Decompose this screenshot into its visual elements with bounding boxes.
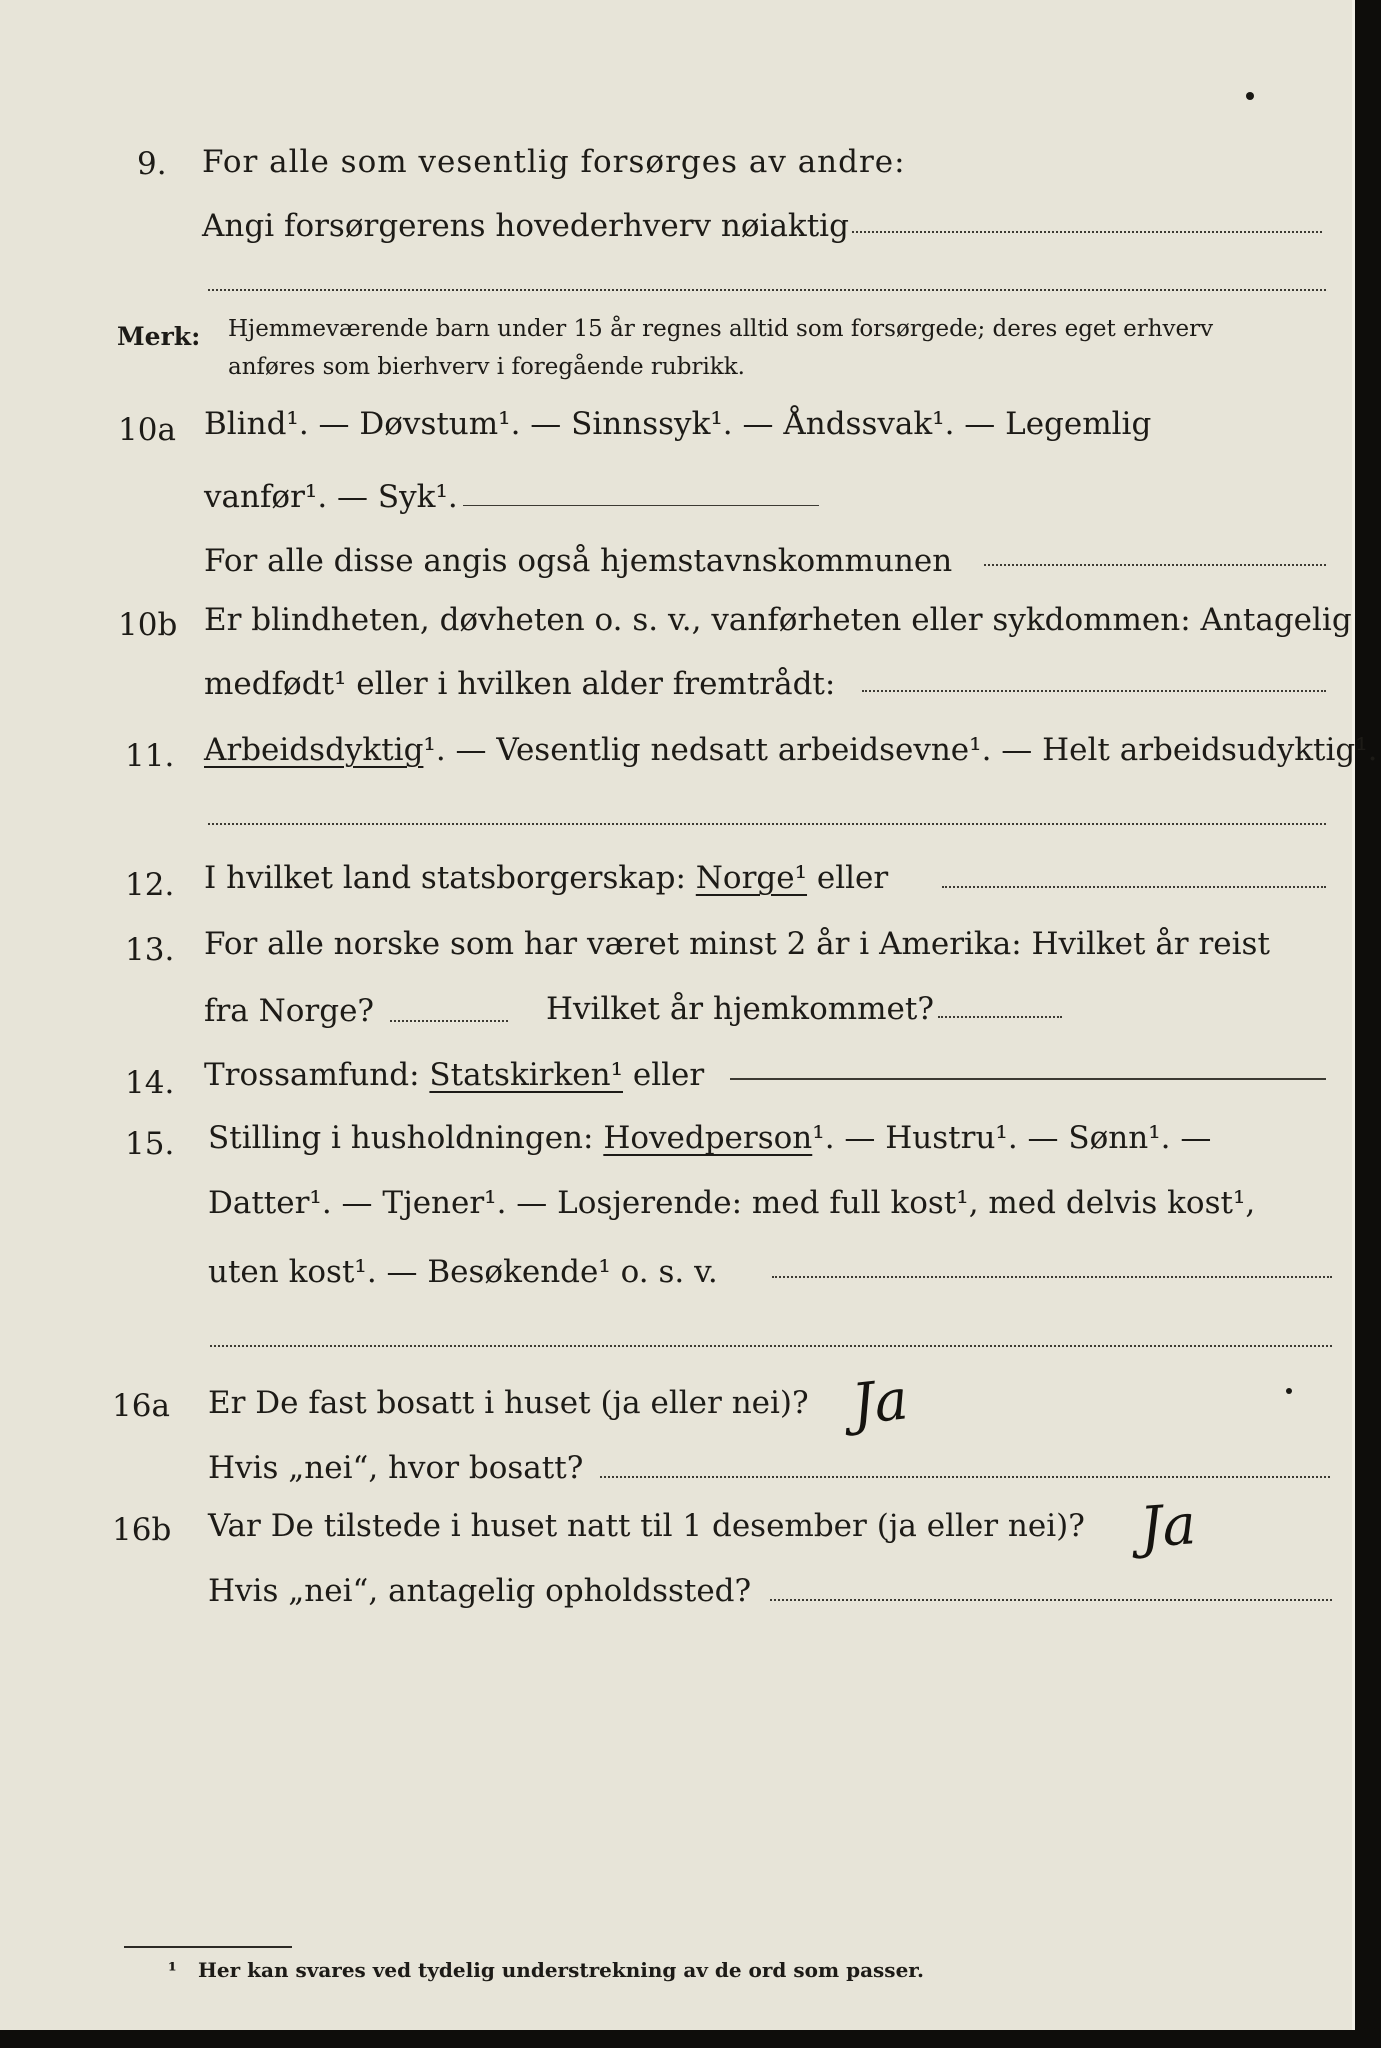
q16b-handwritten-answer[interactable]: Ja (1137, 1492, 1199, 1561)
q16a-line2: Hvis „nei“, hvor bosatt? (208, 1450, 584, 1486)
q13-hjemkommet-field[interactable] (938, 1016, 1062, 1018)
merk-line2: anføres som bierhverv i foregående rubrikk. (228, 354, 745, 380)
q13-reist-field[interactable] (390, 1020, 508, 1022)
q16b-line2: Hvis „nei“, antagelig opholdssted? (208, 1573, 752, 1609)
q10b-line2: medfødt¹ eller i hvilken alder fremtrådt: (204, 666, 836, 702)
q15-hovedperson-selected[interactable]: Hovedperson (603, 1120, 813, 1156)
merk-label: Merk: (117, 322, 201, 351)
footnote-text: Her kan svares ved tydelig understrekning av de ord som passer. (198, 1958, 924, 1982)
q9-line1: For alle som vesentlig forsørges av andre: (202, 144, 906, 180)
q15-answer-field[interactable] (772, 1276, 1332, 1278)
q11-arbeidsdyktig-selected[interactable]: Arbeidsdyktig (204, 732, 424, 768)
q16b-number: 16b (112, 1512, 172, 1548)
q14-line1 (204, 1057, 704, 1093)
q16b-opholdssted-field[interactable] (770, 1599, 1332, 1601)
footnote-mark: ¹ (168, 1958, 177, 1982)
q10a-line1: Blind¹. — Døvstum¹. — Sinnssyk¹. — Åndssvak¹. — Legemlig (204, 406, 1152, 442)
merk-line1: Hjemmeværende barn under 15 år regnes alltid som forsørgede; deres eget erhverv (228, 316, 1214, 342)
q14-eller: eller (623, 1057, 705, 1093)
q12-label: I hvilket land statsborgerskap: (204, 860, 696, 896)
q12-norge-selected[interactable]: Norge¹ (695, 860, 808, 896)
q11-number: 11. (125, 738, 175, 774)
ink-spot-2 (1286, 1388, 1292, 1394)
q15-line2: Datter¹. — Tjener¹. — Losjerende: med full kost¹, med delvis kost¹, (208, 1185, 1256, 1221)
q14-statskirken-selected[interactable]: Statskirken¹ (429, 1057, 623, 1093)
q9-answer-field[interactable] (852, 231, 1322, 233)
q16a-number: 16a (112, 1388, 170, 1424)
q10a-line3: For alle disse angis også hjemstavnskommunen (204, 543, 953, 579)
q10a-hjemstavn-field[interactable] (984, 564, 1326, 566)
footnote-rule (124, 1946, 292, 1948)
q11-line1 (204, 732, 1378, 768)
q15-rest1: ¹. — Hustru¹. — Sønn¹. — (812, 1120, 1212, 1156)
q10b-number: 10b (118, 607, 178, 643)
q10b-line1: Er blindheten, døvheten o. s. v., vanførheten eller sykdommen: Antagelig (204, 602, 1352, 638)
q13-line2b: Hvilket år hjemkommet? (546, 991, 934, 1027)
q10a-line2: vanfør¹. — Syk¹. (204, 479, 458, 515)
q10a-number: 10a (118, 412, 176, 448)
q13-line2a: fra Norge? (204, 993, 375, 1029)
q11-rest: ¹. — Vesentlig nedsatt arbeidsevne¹. — Helt arbeidsudyktig¹. (423, 732, 1378, 768)
ink-spot (1246, 92, 1254, 100)
q15-line3: uten kost¹. — Besøkende¹ o. s. v. (208, 1254, 718, 1290)
q15-number: 15. (125, 1126, 175, 1162)
q13-number: 13. (125, 932, 175, 968)
q10a-syk-field[interactable] (463, 505, 819, 506)
q10b-alder-field[interactable] (862, 690, 1326, 692)
q15-line1 (208, 1120, 1211, 1156)
q9-answer-field-2[interactable] (208, 289, 1326, 291)
q14-answer-field[interactable] (730, 1078, 1326, 1080)
q12-answer-field[interactable] (942, 886, 1326, 888)
q9-line2: Angi forsørgerens hovederhverv nøiaktig (202, 208, 849, 244)
q16a-line1: Er De fast bosatt i huset (ja eller nei)? (208, 1385, 809, 1421)
q14-number: 14. (125, 1065, 175, 1101)
q12-number: 12. (125, 867, 175, 903)
q16b-line1: Var De tilstede i huset natt til 1 desember (ja eller nei)? (208, 1508, 1085, 1544)
q12-eller: eller (807, 860, 889, 896)
q15-answer-field-2[interactable] (210, 1345, 1332, 1347)
q12-line1 (204, 860, 888, 896)
q16a-bosatt-field[interactable] (600, 1476, 1330, 1478)
q16a-handwritten-answer[interactable]: Ja (848, 1367, 912, 1438)
q15-label: Stilling i husholdningen: (208, 1120, 604, 1156)
q11-answer-field[interactable] (208, 823, 1326, 825)
q13-line1: For alle norske som har været minst 2 år i Amerika: Hvilket år reist (204, 926, 1270, 962)
q9-number: 9. (137, 146, 167, 182)
q14-label: Trossamfund: (204, 1057, 430, 1093)
